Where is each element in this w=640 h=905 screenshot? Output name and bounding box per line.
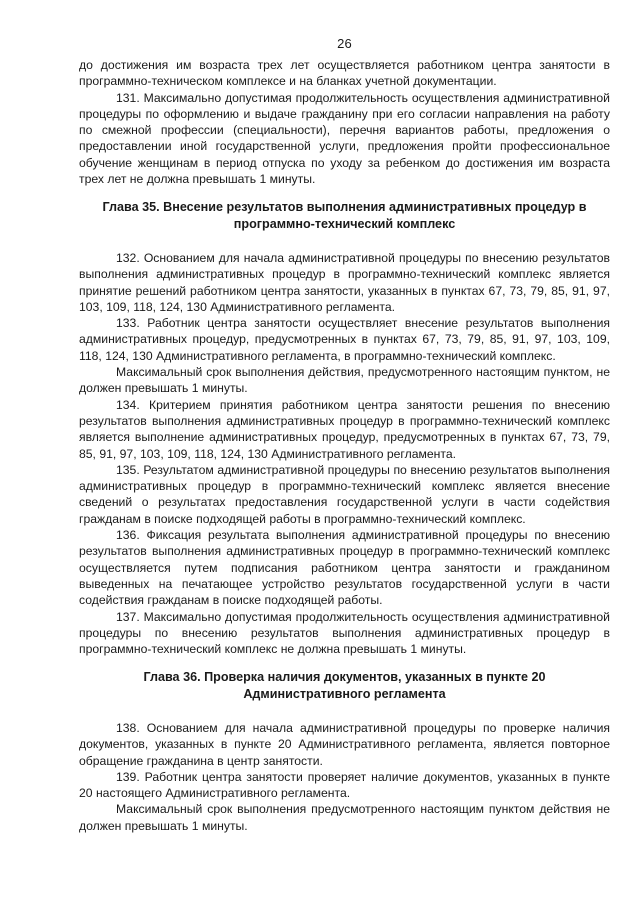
paragraph-136: 136. Фиксация результата выполнения административной процедуры по внесению результатов выполнения административных процедур в программно-технический комплекс осуществляется путем подписания работником центра занятости и гражданином выведенных на печатающее устройство результатов государственной услуги в части содействия гражданам в поиске подходящей работы. xyxy=(79,528,610,608)
paragraph-133: 133. Работник центра занятости осуществляет внесение результатов выполнения административных процедур, предусмотренных в пунктах 67, 73, 79, 85, 91, 97, 103, 109, 118, 124, 130 Административного регламента, в программно-технический комплекс. xyxy=(79,316,610,363)
paragraph-132: 132. Основанием для начала административной процедуры по внесению результатов выполнения административных процедур в программно-технический комплекс является принятие решений работником центра занятости, указанных в пунктах 67, 73, 79, 85, 91, 97, 103, 109, 118, 124, 130 Административного регламента. xyxy=(79,250,610,314)
paragraph-131: 131. Максимально допустимая продолжительность осуществления административной процедуры по оформлению и выдаче гражданину при его согласии направления на работу по смежной профессии (специальности), перечня вариантов работы, предложения о предоставлении иной государственной услуги, предложения пройти профессиональное обучение женщинам в период отпуска по уходу за ребенком до достижения им возраста трех лет не должна превышать 1 минуты. xyxy=(79,90,610,187)
paragraph-133-term: Максимальный срок выполнения действия, предусмотренного настоящим пунктом, не должен превышать 1 минуты. xyxy=(79,365,610,396)
paragraph-135: 135. Результатом административной процедуры по внесению результатов выполнения административных процедур в программно-технический комплекс является внесение сведений о результатах предоставления государственной услуги в части содействия гражданам в поиске подходящей работы в программно-технический комплекс. xyxy=(79,462,610,526)
paragraph-139-term: Максимальный срок выполнения предусмотренного настоящим пунктом действия не должен превышать 1 минуты. xyxy=(79,802,610,833)
paragraph-134: 134. Критерием принятия работником центра занятости решения по внесению результатов выполнения административных процедур в программно-технический комплекс является выполнение административных процедур, предусмотренных в пунктах 67, 73, 79, 85, 91, 97, 103, 109, 118, 124, 130 Административного регламента. xyxy=(79,397,610,461)
page-number: 26 xyxy=(337,36,352,51)
chapter-36-heading: Глава 36. Проверка наличия документов, указанных в пункте 20 Административного регламента xyxy=(143,670,546,701)
document-page xyxy=(79,36,610,834)
paragraph-137: 137. Максимально допустимая продолжительность осуществления административной процедуры по внесению результатов выполнения административных процедур в программно-технический комплекс не должна превышать 1 минуты. xyxy=(79,609,610,657)
paragraph-139: 139. Работник центра занятости проверяет наличие документов, указанных в пункте 20 настоящего Административного регламента. xyxy=(79,769,610,801)
chapter-35-heading: Глава 35. Внесение результатов выполнения административных процедур в программно-технический комплекс xyxy=(102,200,587,231)
paragraph-138: 138. Основанием для начала административной процедуры по проверке наличия документов, указанных в пункте 20 Административного регламента, является повторное обращение гражданина в центр занятости. xyxy=(79,720,610,768)
paragraph-continuation: до достижения им возраста трех лет осуществляется работником центра занятости в программно-техническом комплексе и на бланках учетной документации. xyxy=(79,58,610,89)
